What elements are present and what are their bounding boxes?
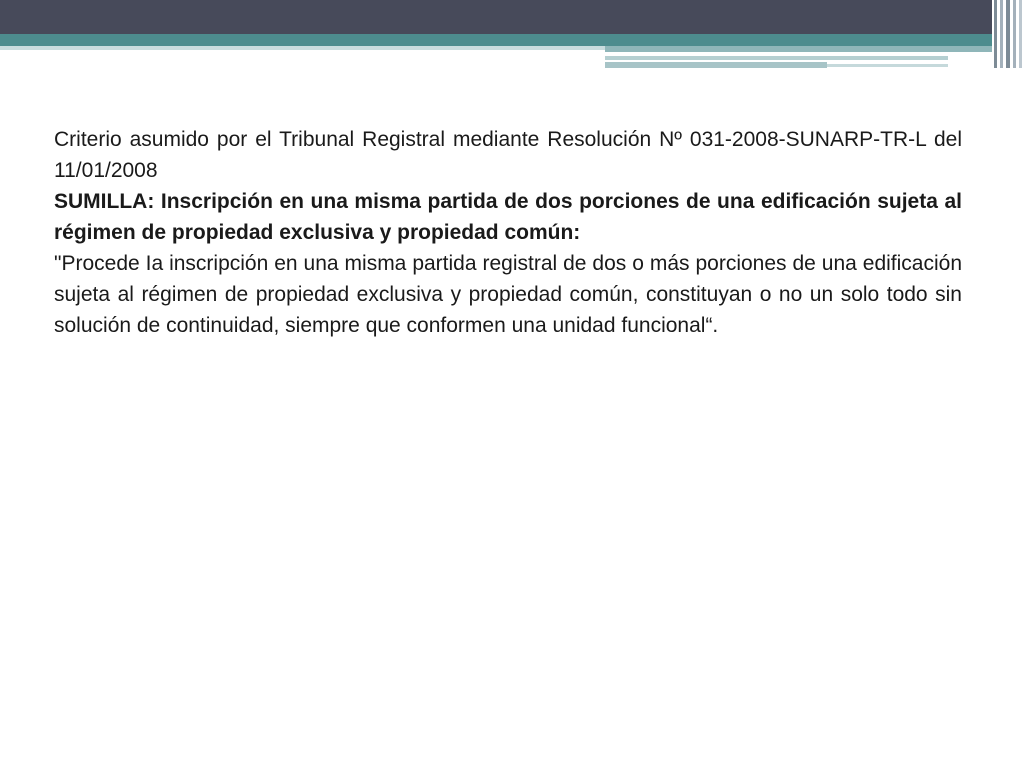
side-stripe bbox=[1013, 0, 1016, 68]
side-stripe bbox=[1019, 0, 1022, 68]
quote-paragraph: "Procede Ia inscripción en una misma partida registral de dos o más porciones de una edificación sujeta al régimen de propiedad exclusiva y propiedad común, constituyan o no un solo todo sin solución de continuidad, siempre que conformen una unidad funcional“. bbox=[54, 252, 962, 337]
header-light-strip bbox=[605, 56, 948, 60]
side-stripe bbox=[1006, 0, 1010, 68]
header-pale-band-left bbox=[0, 46, 605, 50]
header-light-strip-lower bbox=[605, 62, 827, 68]
header-pale-band-right bbox=[605, 46, 1024, 52]
header-side-stripes bbox=[992, 0, 1024, 68]
slide-body-text bbox=[54, 124, 962, 341]
side-stripe bbox=[1000, 0, 1003, 68]
side-stripe bbox=[994, 0, 997, 68]
header-light-strip-accent bbox=[827, 64, 948, 67]
header-dark-band bbox=[0, 0, 1024, 34]
header-teal-band bbox=[0, 34, 1024, 46]
sumilla-paragraph: SUMILLA: Inscripción en una misma partida de dos porciones de una edificación sujeta al régimen de propiedad exclusiva y propiedad común: bbox=[54, 190, 962, 244]
criterion-paragraph: Criterio asumido por el Tribunal Registral mediante Resolución Nº 031-2008-SUNARP-TR-L del 11/01/2008 bbox=[54, 128, 962, 182]
